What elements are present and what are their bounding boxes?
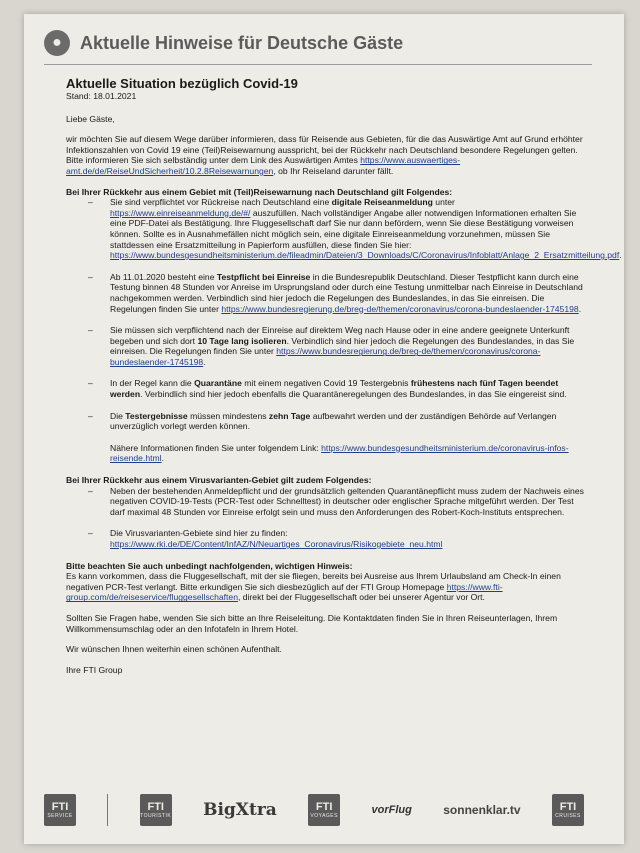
list-item [88,486,586,518]
hinweis-text: , direkt bei der Fluggesellschaft oder bei unserer Agentur vor Ort. [237,592,485,603]
questions-paragraph: Sollten Sie Fragen habe, wenden Sie sich bitte an Ihre Reiseleitung. Die Kontaktdaten finden Sie in Ihren Reiseunterlagen, Ihrem Willkommensumschlag oder an den Infotafeln in Ihrem Hotel. [66,612,558,634]
intro-paragraph [66,134,586,176]
item-text: Neben der bestehenden Anmeldepflicht und der grundsätzlich geltenden Quarantänepflicht muss zudem der Nachweis eines negativen COVID-19-Tests (PCR-Test oder Schnelltest) in deutscher oder englischer Sprache mitgeführt werden. Der Test darf maximal 48 Stunden vor Einreise erfolgt sein und muss den Anforderungen des Robert-Koch-Instituts entsprechen. [110,485,584,517]
item-text: . [578,303,582,314]
item-text: In der Regel kann die [110,378,195,389]
list-dash: – [88,485,93,496]
item-text: . Verbindlich sind hier jedoch die Regelungen des Bundeslandes, in das Sie einreisen. Die Regelungen finden Sie unter [110,335,575,357]
signature: Ihre FTI Group [66,664,123,675]
ersatzmitteilung-link[interactable]: https://www.bundesgesundheitsministerium.de/fileadmin/Dateien/3_Downloads/C/Coronavirus/Infoblatt/Anlage_2_Ersatzmitteilung.pdf [110,250,620,261]
list-dash: – [88,378,93,389]
section-title-virusvarianten: Bei Ihrer Rückkehr aus einem Virusvarianten-Gebiet gilt zudem Folgendes: [66,475,372,486]
item-text: Sie müssen sich verpflichtend nach der Einreise auf direktem Weg nach Hause oder in eine andere geeignete Unterkunft begeben und sich dort [110,325,570,346]
item-bold: Testergebnisse [125,410,188,421]
section-title-hinweis: Bitte beachten Sie auch unbedingt nachfolgenden, wichtigen Hinweis: [66,560,353,571]
virusvarianten-list [66,486,586,550]
bundesregierung-link[interactable]: https://www.bundesregierung.de/breg-de/themen/coronavirus/corona-bundeslaender-1745198 [221,303,579,314]
header-title: Aktuelle Hinweise für Deutsche Gäste [80,32,404,53]
rki-link[interactable]: https://www.rki.de/DE/Content/InfAZ/N/Neuartiges_Coronavirus/Risikogebiete_neu.html [110,539,443,549]
intro-after: , ob Ihr Reiseland darunter fällt. [273,165,394,176]
item-text: aufbewahrt werden und der zuständigen Behörde auf Verlangen unverzüglich vorlegt werden können. [110,410,557,432]
item-text: unter [432,197,455,208]
item-text: Nähere Informationen finden Sie unter folgendem Link: [110,442,322,453]
list-item [88,411,586,432]
document-title: Aktuelle Situation bezüglich Covid-19 [66,76,298,91]
item-text: Die [110,410,126,421]
section-title-reisewarnung: Bei Ihrer Rückkehr aus einem Gebiet mit (Teil)Reisewarnung nach Deutschland gilt Folgendes: [66,186,453,197]
fti-voyages-logo: FTI VOYAGES [308,794,340,826]
item-bold: zehn Tage [268,410,311,421]
wish-paragraph: Wir wünschen Ihnen weiterhin einen schönen Aufenthalt. [66,644,282,655]
item-text: . [161,453,164,464]
item-text: . [203,356,206,367]
list-item [88,325,586,367]
greeting: Liebe Gäste, [66,113,115,124]
auswaertiges-amt-link[interactable]: https://www.auswaertiges-amt.de/de/ReiseUndSicherheit/10.2.8Reisewarnungen [66,155,461,176]
globe-icon: ● [44,30,70,56]
einreiseanmeldung-link[interactable]: https://www.einreiseanmeldung.de/#/ [110,207,251,218]
item-bold: digitale Reiseanmeldung [331,197,433,208]
list-dash: – [88,410,93,421]
list-item [88,272,586,314]
item-text: mit einem negativen Covid 19 Testergebnis [241,378,411,389]
item-text: müssen mindestens [187,410,269,421]
fti-service-logo: FTI SERVICE [44,794,76,826]
intro-text: wir möchten Sie auf diesem Wege darüber informieren, dass für Reisende aus Gebieten, für die das Auswärtige Amt auf Grund erhöhter Infektionszahlen von Covid 19 eine (Teil)Reisewarnung ausspricht, bei der Rückkehr nach Deutschland besondere Regelungen gelten. Bitte informieren Sie sich selbständig unter dem Link des Auswärtigen Amtes [66,134,583,166]
item-text: . Verbindlich sind hier jedoch ebenfalls die Quarantäneregelungen des Bundeslandes, in das Sie eingereist sind. [140,389,567,400]
document-body [66,76,622,685]
list-item [88,378,586,399]
list-item [88,443,586,464]
item-bold: Quarantäne [194,378,242,389]
vorflug-logo: vorFlug [371,804,412,816]
fti-group-link[interactable]: https://www.fti-group.com/de/reiseservice/fluggesellschaften [66,581,503,603]
item-text: Die Virusvarianten-Gebiete sind hier zu finden: [110,528,288,539]
item-bold: 10 Tage lang isolieren [197,335,287,346]
reisewarnung-list [66,197,622,464]
page-header [44,24,584,62]
document-date: Stand: 18.01.2021 [66,91,137,101]
item-bold: Testpflicht bei Einreise [216,271,311,282]
list-item [88,528,586,549]
bigxtra-logo: BigXtra [203,800,277,820]
hinweis-text: Es kann vorkommen, dass die Fluggesellschaft, mit der sie fliegen, bereits bei Ausreise aus Ihrem Urlaubsland am Check-In einen negativen PCR-Test verlangt. Bitte erkundigen Sie sich diesbezüglich auf der FTI Group Homepage [66,571,561,592]
list-dash: – [88,197,93,208]
item-text: Sie sind verpflichtet vor Rückreise nach Deutschland eine [110,197,332,208]
item-bold: frühestens nach fünf Tagen beendet werden [110,378,559,400]
item-text: auszufüllen. Nach vollständiger Angabe aller notwendigen Informationen erhalten Sie eine PDF-Datei als Bestätigung. Ihre Fluggesellschaft darf Sie nur dann befördern, wenn Sie diese Bestätigung vorweisen können. Sollte es in Ausnahmefällen nicht möglich sein, eine digitale Einreiseanmeldung vorzunehmen, müssen Sie stattdessen eine Ersatzmitteilung in Papierform ausfüllen, diese finden Sie hier: [110,207,577,250]
brand-logo-bar [44,790,584,830]
bmg-infos-link[interactable]: https://www.bundesgesundheitsministerium.de/coronavirus-infos-reisende.html [110,442,569,464]
fti-cruises-logo: FTI CRUISES [552,794,584,826]
fti-touristik-logo: FTI TOURISTIK [140,794,172,826]
item-text: Ab 11.01.2020 besteht eine [110,271,217,282]
list-dash: – [88,528,93,539]
bundesregierung-link[interactable]: https://www.bundesregierung.de/breg-de/themen/coronavirus/corona-bundeslaender-1745198 [110,346,541,367]
list-dash: – [88,325,93,336]
item-text: in die Bundesrepublik Deutschland. Dieser Testpflicht kann durch eine Testung binnen 48 Stunden vor Anreise im Ursprungsland oder durch eine Testung unmittelbar nach Einreise in Deutschland nachgekommen werden. Verbindlich sind hier jedoch die Regelungen des Bundeslandes, in das Sie einreisen. Die Regelungen finden Sie unter [110,271,583,314]
logo-separator [107,794,108,826]
sonnenklar-logo: sonnenklar.tv [443,803,521,817]
hinweis-paragraph [66,571,586,603]
list-item [88,197,622,261]
list-dash: – [88,271,93,282]
header-divider [44,64,592,65]
item-text: . [619,250,622,261]
